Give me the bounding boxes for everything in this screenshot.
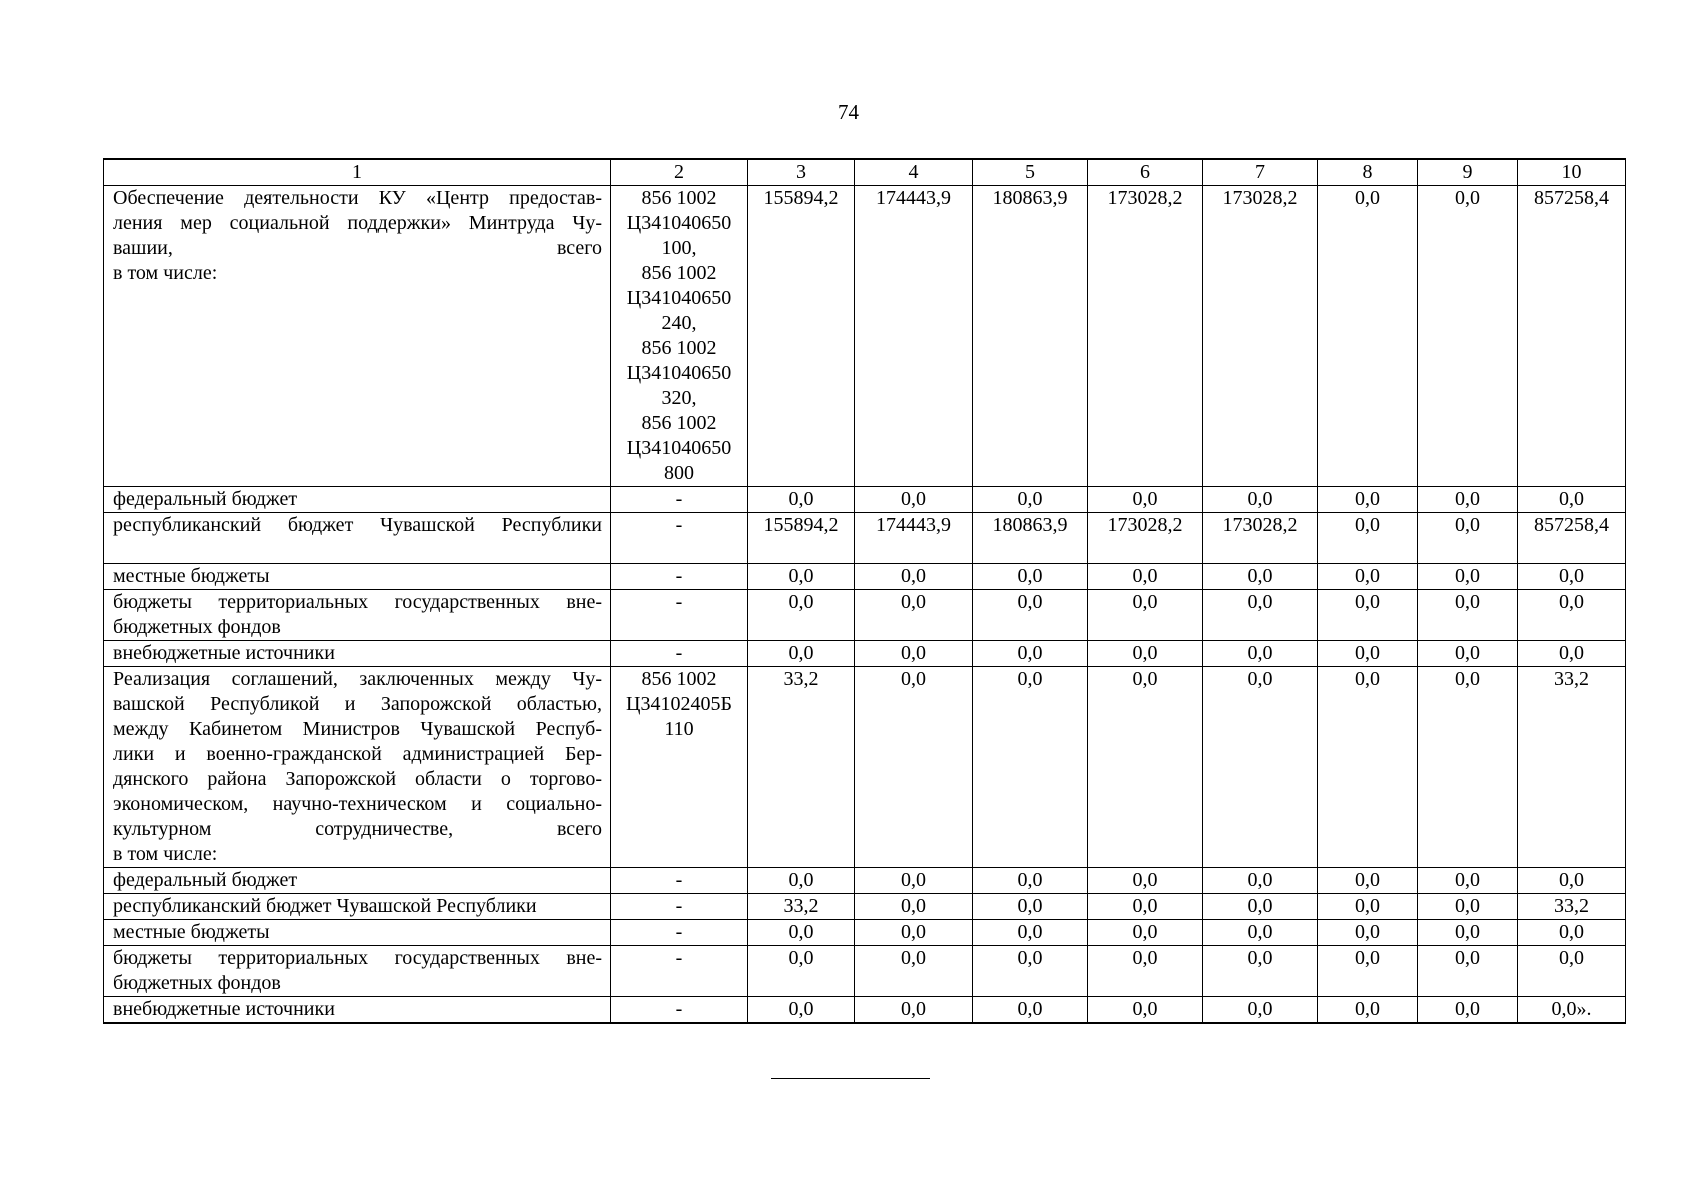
value-cell: 0,0	[973, 997, 1088, 1024]
value-cell: 0,0	[1203, 667, 1318, 868]
value-cell: 857258,4	[1518, 513, 1626, 564]
table-row	[104, 667, 1626, 868]
row-name-line: местные бюджеты	[113, 921, 270, 943]
value-cell: 0,0	[1203, 997, 1318, 1024]
value-cell: 0,0	[855, 667, 973, 868]
value-cell: 0,0	[1418, 997, 1518, 1024]
row-name-line: в том числе:	[113, 262, 218, 284]
budget-code-line: -	[675, 488, 683, 510]
value-cell: 0,0	[973, 946, 1088, 997]
table-body	[104, 159, 1626, 1023]
row-name-line: дянского района Запорожской области о торгово-	[113, 768, 602, 790]
value-cell: 0,0	[855, 946, 973, 997]
column-number: 5	[973, 159, 1088, 186]
row-name-line: федеральный бюджет	[113, 488, 298, 510]
header-row	[104, 159, 1626, 186]
value-cell: 0,0	[1318, 641, 1418, 667]
budget-code-cell	[611, 946, 748, 997]
value-cell: 0,0	[1518, 564, 1626, 590]
row-name-cell	[104, 641, 611, 667]
budget-code-line: 856 1002	[641, 187, 717, 209]
value-cell: 0,0	[748, 564, 855, 590]
budget-code-cell	[611, 186, 748, 487]
value-cell: 0,0	[1418, 513, 1518, 564]
budget-code-line: 100,	[661, 237, 697, 259]
budget-code-line: 856 1002	[641, 262, 717, 284]
value-cell: 0,0	[855, 487, 973, 513]
row-name-line: внебюджетные источники	[113, 998, 335, 1020]
row-name-line: культурном сотрудничестве, всего	[113, 818, 602, 840]
budget-code-cell	[611, 997, 748, 1024]
value-cell: 0,0	[1088, 564, 1203, 590]
column-number: 2	[611, 159, 748, 186]
value-cell: 0,0	[1203, 590, 1318, 641]
budget-code-line: 800	[664, 462, 694, 484]
value-cell: 0,0	[1203, 564, 1318, 590]
value-cell: 0,0	[1088, 920, 1203, 946]
value-cell: 0,0	[1088, 590, 1203, 641]
budget-code-cell	[611, 894, 748, 920]
value-cell: 0,0	[973, 868, 1088, 894]
value-cell: 0,0	[855, 590, 973, 641]
value-cell: 180863,9	[973, 186, 1088, 487]
value-cell: 0,0	[973, 590, 1088, 641]
row-name-line: Обеспечение деятельности КУ «Центр предостав-	[113, 187, 602, 209]
row-name-line: ления мер социальной поддержки» Минтруда Чу-	[113, 212, 602, 234]
value-cell: 0,0	[748, 868, 855, 894]
budget-code-line: 110	[664, 718, 694, 740]
value-cell: 0,0	[855, 641, 973, 667]
column-number: 8	[1318, 159, 1418, 186]
column-number: 4	[855, 159, 973, 186]
row-name-line: республиканский бюджет Чувашской Республики	[113, 895, 537, 917]
value-cell: 0,0	[1418, 186, 1518, 487]
value-cell: 0,0	[1088, 946, 1203, 997]
table-row	[104, 868, 1626, 894]
budget-code-line: -	[675, 895, 683, 917]
value-cell: 0,0	[1318, 487, 1418, 513]
budget-code-line: 856 1002	[641, 668, 717, 690]
value-cell: 0,0	[973, 920, 1088, 946]
row-name-line: в том числе:	[113, 843, 218, 865]
column-number: 3	[748, 159, 855, 186]
value-cell: 0,0	[1318, 946, 1418, 997]
value-cell: 0,0	[855, 920, 973, 946]
budget-code-line: -	[675, 591, 683, 613]
value-cell: 0,0	[1318, 868, 1418, 894]
value-cell: 0,0	[855, 564, 973, 590]
budget-code-line: -	[675, 998, 683, 1020]
row-name-line: бюджеты территориальных государственных вне-	[113, 591, 602, 613]
column-number: 7	[1203, 159, 1318, 186]
budget-code-line: -	[675, 565, 683, 587]
row-name-cell	[104, 590, 611, 641]
value-cell: 0,0	[855, 997, 973, 1024]
value-cell: 0,0	[1088, 894, 1203, 920]
table-row	[104, 920, 1626, 946]
value-cell: 0,0	[1518, 946, 1626, 997]
budget-code-line: 320,	[661, 387, 697, 409]
column-number: 10	[1518, 159, 1626, 186]
value-cell: 0,0	[1318, 667, 1418, 868]
row-name-cell	[104, 868, 611, 894]
table-row	[104, 946, 1626, 997]
row-name-line: лики и военно-гражданской администрацией Бер-	[113, 743, 602, 765]
value-cell: 0,0	[748, 487, 855, 513]
row-name-line: вашии, всего	[113, 237, 602, 259]
value-cell: 0,0	[1418, 868, 1518, 894]
value-cell: 155894,2	[748, 513, 855, 564]
value-cell: 0,0	[1088, 997, 1203, 1024]
budget-table	[103, 158, 1626, 1024]
row-name-line: между Кабинетом Министров Чувашской Респуб-	[113, 718, 602, 740]
value-cell: 0,0	[1518, 868, 1626, 894]
value-cell: 0,0	[1318, 564, 1418, 590]
value-cell: 0,0	[1088, 487, 1203, 513]
budget-code-cell	[611, 513, 748, 564]
value-cell: 0,0	[1418, 590, 1518, 641]
value-cell: 0,0	[1418, 564, 1518, 590]
budget-code-cell	[611, 920, 748, 946]
value-cell: 0,0	[748, 946, 855, 997]
value-cell: 0,0	[1418, 894, 1518, 920]
value-cell: 0,0	[1318, 894, 1418, 920]
value-cell: 0,0	[1088, 868, 1203, 894]
value-cell: 0,0	[1418, 641, 1518, 667]
budget-code-line: Ц341040650	[626, 437, 732, 459]
value-cell: 0,0	[1318, 920, 1418, 946]
table-row	[104, 590, 1626, 641]
value-cell: 0,0	[748, 920, 855, 946]
budget-code-cell	[611, 667, 748, 868]
value-cell: 0,0».	[1518, 997, 1626, 1024]
value-cell: 155894,2	[748, 186, 855, 487]
value-cell: 0,0	[973, 487, 1088, 513]
value-cell: 173028,2	[1203, 186, 1318, 487]
value-cell: 0,0	[1318, 513, 1418, 564]
budget-code-line: Ц341040650	[626, 287, 732, 309]
row-name-cell	[104, 920, 611, 946]
value-cell: 0,0	[1318, 186, 1418, 487]
value-cell: 0,0	[1518, 641, 1626, 667]
row-name-line: местные бюджеты	[113, 565, 270, 587]
row-name-line: экономическом, научно-техническом и социально-	[113, 793, 602, 815]
budget-code-line: Ц341040650	[626, 362, 732, 384]
value-cell: 0,0	[1203, 641, 1318, 667]
budget-code-cell	[611, 641, 748, 667]
value-cell: 0,0	[855, 868, 973, 894]
row-name-line: Реализация соглашений, заключенных между Чу-	[113, 668, 602, 690]
column-number: 9	[1418, 159, 1518, 186]
table-row	[104, 513, 1626, 564]
value-cell: 0,0	[1203, 487, 1318, 513]
budget-code-line: -	[675, 642, 683, 664]
row-name-line: бюджетных фондов	[113, 972, 281, 994]
value-cell: 0,0	[748, 590, 855, 641]
value-cell: 0,0	[748, 997, 855, 1024]
page-number: 74	[838, 100, 859, 124]
value-cell: 0,0	[973, 641, 1088, 667]
row-name-line: внебюджетные источники	[113, 642, 335, 664]
value-cell: 0,0	[1318, 590, 1418, 641]
row-name-line: республиканский бюджет Чувашской Республики	[113, 514, 602, 536]
budget-code-line: 856 1002	[641, 412, 717, 434]
value-cell: 0,0	[1518, 920, 1626, 946]
budget-code-line: Ц34102405Б	[626, 693, 732, 715]
value-cell: 0,0	[1418, 667, 1518, 868]
value-cell: 0,0	[1518, 590, 1626, 641]
table-row	[104, 564, 1626, 590]
value-cell: 0,0	[1203, 920, 1318, 946]
value-cell: 0,0	[1203, 868, 1318, 894]
budget-code-cell	[611, 487, 748, 513]
budget-code-line: -	[675, 514, 683, 536]
table-row	[104, 487, 1626, 513]
value-cell: 0,0	[1518, 487, 1626, 513]
value-cell: 0,0	[973, 667, 1088, 868]
value-cell: 857258,4	[1518, 186, 1626, 487]
value-cell: 33,2	[748, 894, 855, 920]
budget-code-cell	[611, 868, 748, 894]
end-rule	[771, 1078, 930, 1079]
row-name-cell	[104, 946, 611, 997]
budget-code-line: 240,	[661, 312, 697, 334]
value-cell: 33,2	[1518, 667, 1626, 868]
budget-code-line: -	[675, 947, 683, 969]
row-name-cell	[104, 997, 611, 1024]
value-cell: 0,0	[1418, 920, 1518, 946]
budget-code-line: -	[675, 921, 683, 943]
budget-code-cell	[611, 564, 748, 590]
table-row	[104, 641, 1626, 667]
value-cell: 0,0	[1088, 641, 1203, 667]
value-cell: 0,0	[748, 641, 855, 667]
value-cell: 33,2	[748, 667, 855, 868]
budget-code-line: 856 1002	[641, 337, 717, 359]
budget-code-line: Ц341040650	[626, 212, 732, 234]
row-name-cell	[104, 487, 611, 513]
value-cell: 0,0	[1203, 946, 1318, 997]
value-cell: 0,0	[1418, 946, 1518, 997]
row-name-line: бюджетных фондов	[113, 616, 281, 638]
row-name-cell	[104, 667, 611, 868]
value-cell: 173028,2	[1088, 513, 1203, 564]
value-cell: 0,0	[855, 894, 973, 920]
row-name-cell	[104, 564, 611, 590]
value-cell: 173028,2	[1203, 513, 1318, 564]
value-cell: 173028,2	[1088, 186, 1203, 487]
column-number: 6	[1088, 159, 1203, 186]
value-cell: 0,0	[1088, 667, 1203, 868]
value-cell: 0,0	[1203, 894, 1318, 920]
value-cell: 174443,9	[855, 186, 973, 487]
table-row	[104, 186, 1626, 487]
column-number: 1	[104, 159, 611, 186]
budget-code-line: -	[675, 869, 683, 891]
row-name-cell	[104, 186, 611, 487]
value-cell: 0,0	[1318, 997, 1418, 1024]
value-cell: 0,0	[973, 894, 1088, 920]
budget-code-cell	[611, 590, 748, 641]
row-name-cell	[104, 513, 611, 564]
table-row	[104, 894, 1626, 920]
value-cell: 0,0	[973, 564, 1088, 590]
table-row	[104, 997, 1626, 1024]
row-name-line: федеральный бюджет	[113, 869, 298, 891]
value-cell: 180863,9	[973, 513, 1088, 564]
row-name-line: бюджеты территориальных государственных вне-	[113, 947, 602, 969]
value-cell: 0,0	[1418, 487, 1518, 513]
value-cell: 174443,9	[855, 513, 973, 564]
value-cell: 33,2	[1518, 894, 1626, 920]
row-name-line: вашской Республикой и Запорожской областью,	[113, 693, 602, 715]
row-name-cell	[104, 894, 611, 920]
row-name-line	[113, 538, 602, 563]
